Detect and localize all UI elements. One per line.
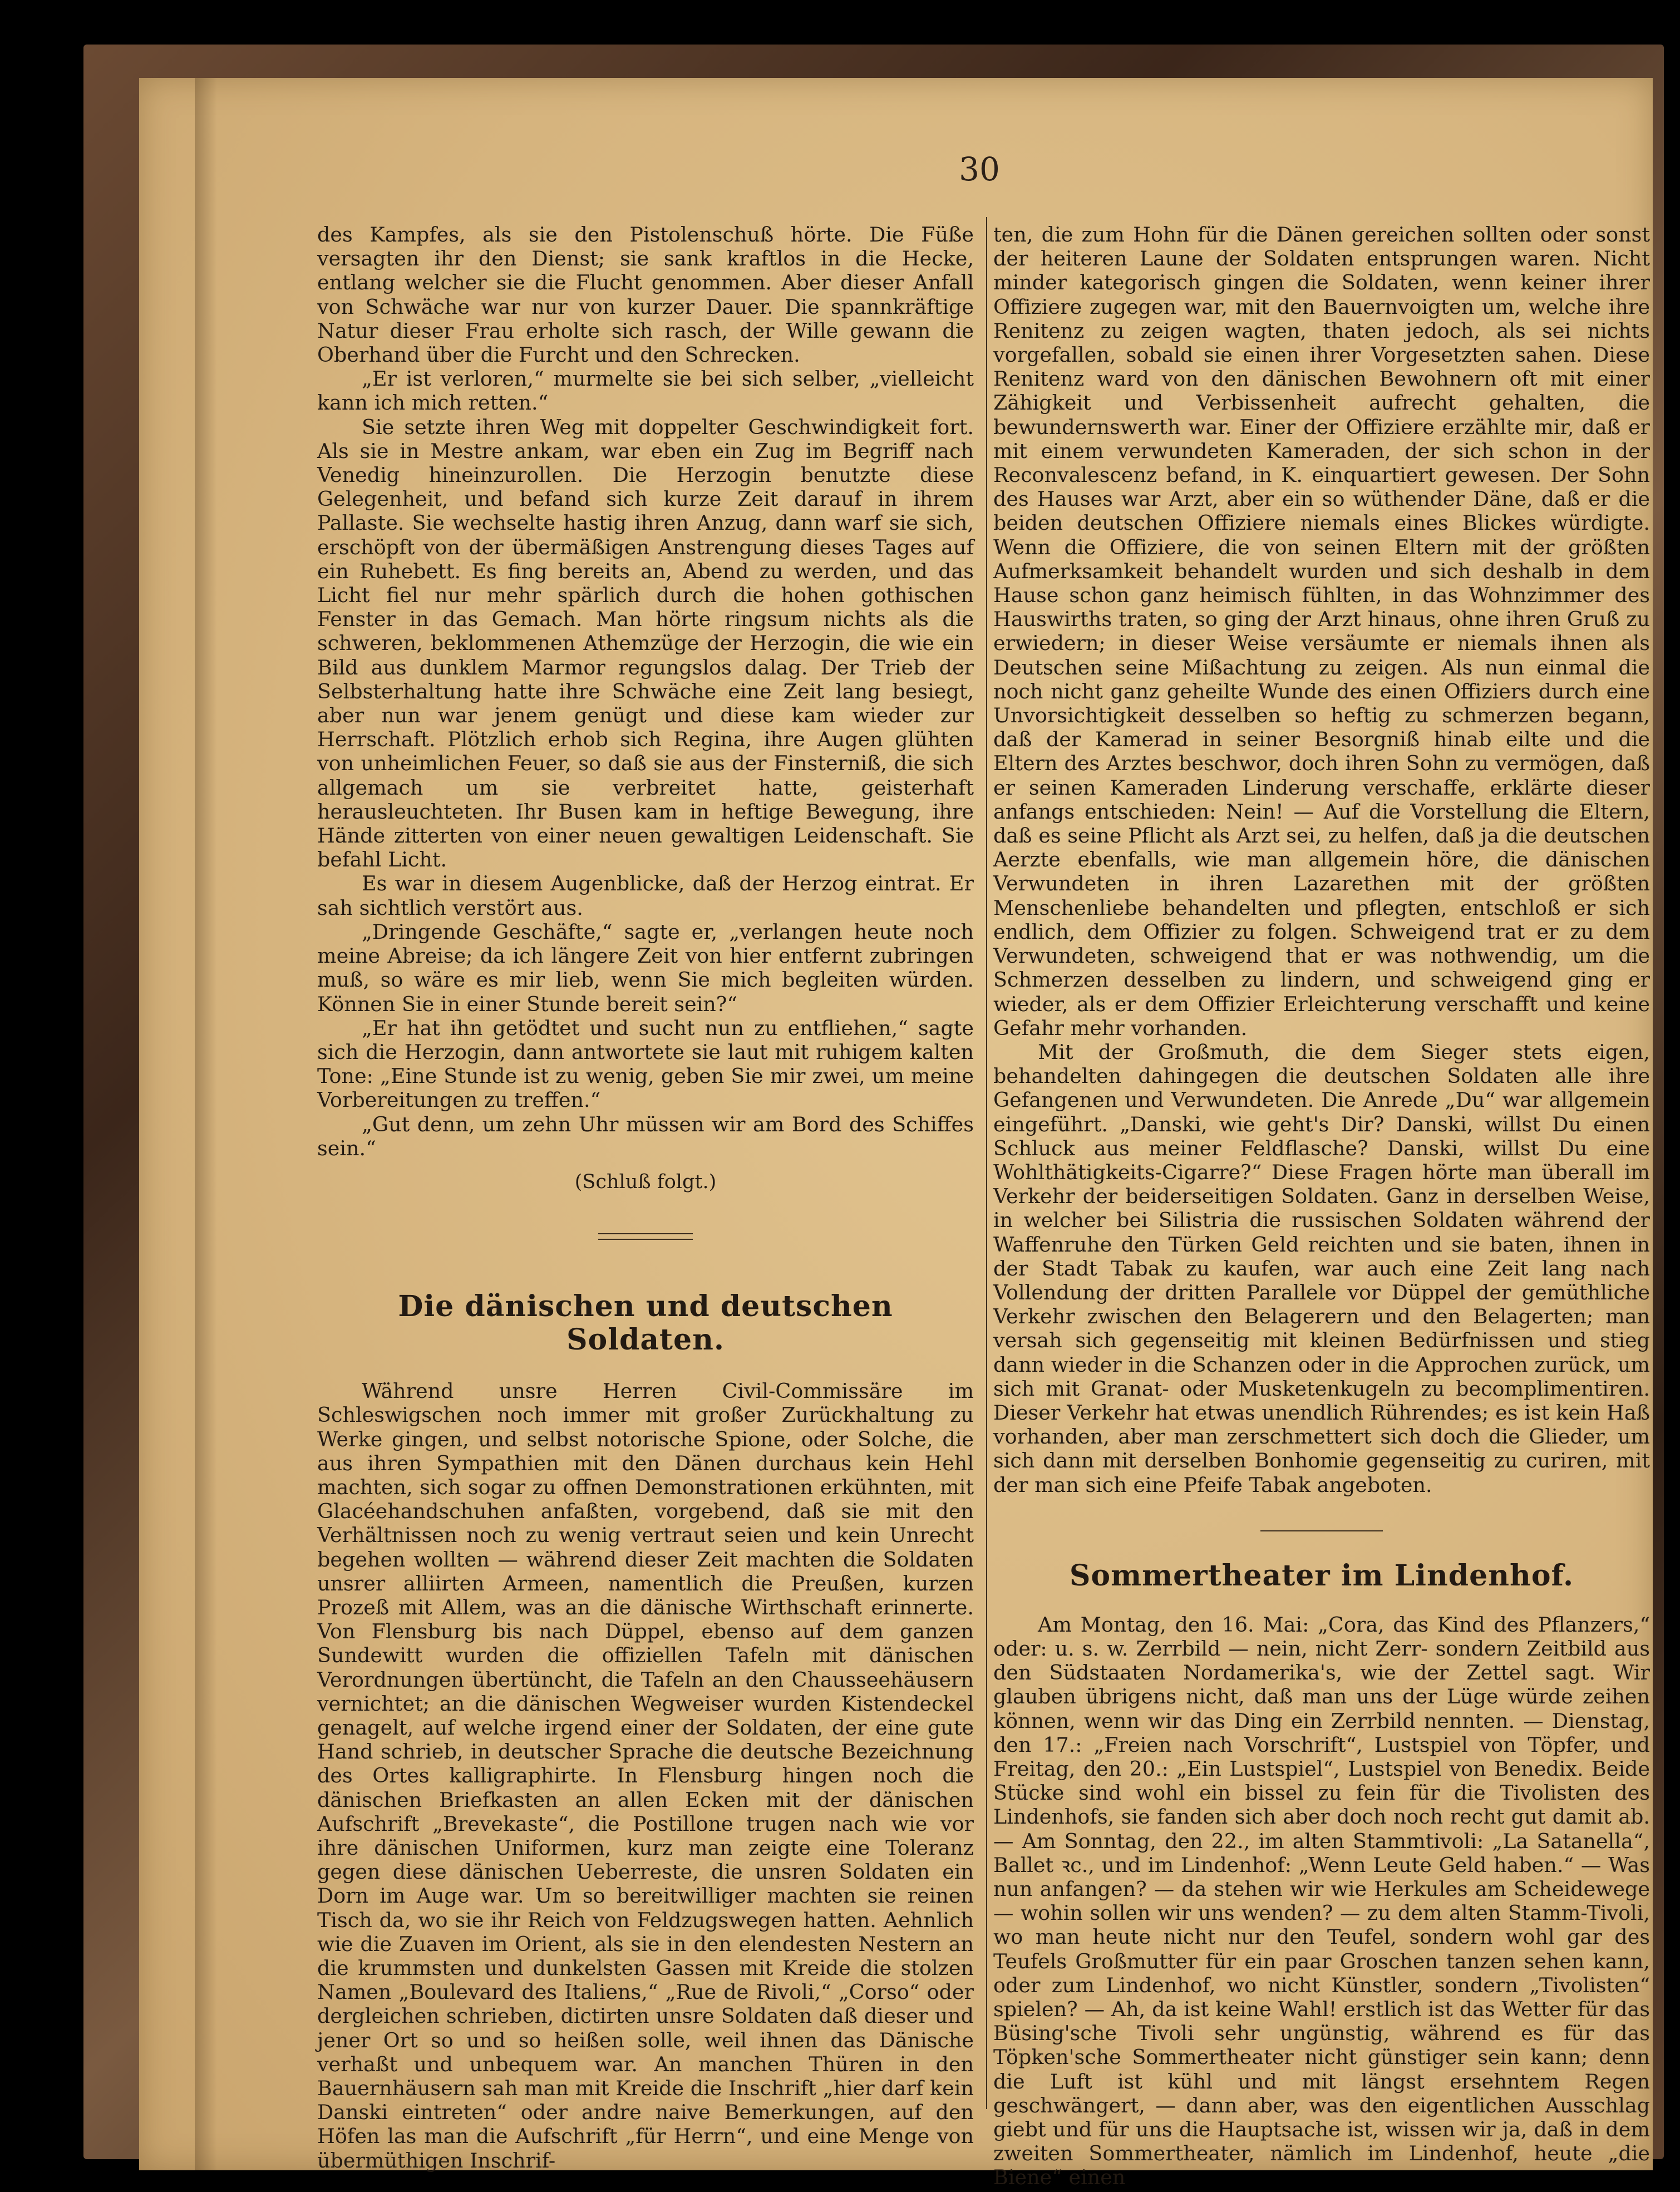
article-paragraph: Während unsre Herren Civil-Commissäre im Schleswigschen noch immer mit großer Zurückhaltung zu Werke gingen, und selbst notorische Spione, oder Solche, die aus ihren Sympathien mit den Dänen durchaus kein Hehl machten, sich sogar zu offnen Demonstrationen erkühnten, mit Glacéehandschuhen anfaßten, vorgebend, daß sie mit den Verhältnissen noch zu wenig vertraut seien und kein Unrecht begehen wollten — während dieser Zeit machten die Soldaten unsrer alliirten Armeen, namentlich die Preußen, kurzen Prozeß mit Allem, was an die dänische Wirthschaft erinnerte. Von Flensburg bis nach Düppel, ebenso auf dem ganzen Sundewitt wurden die offiziellen Tafeln mit dänischen Verordnungen übertüncht, die Tafeln an den Chausseehäusern vernichtet; an die dänischen Wegweiser wurden Kistendeckel genagelt, auf welche irgend einer der Soldaten, der eine gute Hand schrieb, in deutscher Sprache die deutsche Bezeichnung des Ortes kalligraphirte. In Flensburg hingen noch die dänischen Briefkasten an allen Ecken mit der dänischen Aufschrift „Brevekaste“, die Postillone trugen nach wie vor ihre dänischen Uniformen, kurz man zeigte eine Toleranz gegen diese dänischen Ueberreste, die unsren Soldaten ein Dorn im Auge war. Um so bereitwilliger machten sie reinen Tisch da, wo sie ihr Reich von Feldzugswegen hatten. Aehnlich wie die Zuaven im Orient, als sie in den elendesten Nestern an die krummsten und dunkelsten Gassen mit Kreide die stolzen Namen „Boulevard des Italiens,“ „Rue de Rivoli,“ „Corso“ oder dergleichen schrieben, dictirten unsre Soldaten daß dieser und jener Ort so und so heißen solle, weil ihnen das Dänische verhaßt und unbequem war. An manchen Thüren in den Bauernhäusern sah man mit Kreide die Inschrift „hier darf kein Danski eintreten“ oder andre naive Bemerkungen, auf den Höfen las man die Aufschrift „für Herrn“, und eine Menge von übermüthigen Inschrif- [317, 1379, 974, 2173]
section-divider-ornament [1260, 1530, 1383, 1531]
page-number: 30 [959, 150, 1000, 188]
column-rule [986, 217, 987, 2109]
story-paragraph: „Er hat ihn getödtet und sucht nun zu entfliehen,“ sagte sich die Herzogin, dann antwortete sie laut mit ruhigem kalten Tone: „Eine Stunde ist zu wenig, geben Sie mir zwei, um meine Vorbereitungen zu treffen.“ [317, 1016, 974, 1112]
binding-gutter [195, 78, 217, 2170]
theater-section-title: Sommertheater im Lindenhof. [1069, 1558, 1574, 1593]
article-paragraph: Mit der Großmuth, die dem Sieger stets eigen, behandelten dahingegen die deutschen Soldaten alle ihre Gefangenen und Verwundeten. Die Anrede „Du“ war allgemein eingeführt. „Danski, wie geht's Dir? Danski, willst Du einen Schluck aus meiner Feldflasche? Danski, willst Du eine Wohlthätigkeits-Cigarre?“ Diese Fragen hörte man überall im Verkehr der beiderseitigen Soldaten. Ganz in derselben Weise, in welcher bei Silistria die russischen Soldaten während der Waffenruhe den Türken Geld reichten und sie baten, ihnen in der Stadt Tabak zu kaufen, war auch eine Zeit lang nach Vollendung der dritten Parallele vor Düppel der gemüthliche Verkehr zwischen den Belagerern und den Belagerten; man versah sich gegenseitig mit kleinen Bedürfnissen und stieg dann wieder in die Schanzen oder in die Approchen zurück, um sich mit Granat- oder Musketenkugeln zu becomplimentiren. Dieser Verkehr hat etwas unendlich Rührendes; es ist kein Haß vorhanden, aber man zerschmettert sich doch die Glieder, um sich dann mit derselben Bonhomie gegenseitig zu curiren, mit der man sich eine Pfeife Tabak angeboten. [993, 1040, 1650, 1497]
story-paragraph: Es war in diesem Augenblicke, daß der Herzog eintrat. Er sah sichtlich verstört aus. [317, 871, 974, 920]
left-column [317, 223, 974, 2173]
theater-paragraph: Am Montag, den 16. Mai: „Cora, das Kind des Pflanzers,“ oder: u. s. w. Zerrbild — nein, nicht Zerr- sondern Zeitbild aus den Südstaaten Nordamerika's, wie der Zettel sagt. Wir glauben übrigens nicht, daß man uns der Lüge würde zeihen können, wenn wir das Ding ein Zerrbild nennten. — Dienstag, den 17.: „Freien nach Vorschrift“, Lustspiel von Töpfer, und Freitag, den 20.: „Ein Lustspiel“, Lustspiel von Benedix. Beide Stücke sind wohl ein bissel zu fein für die Tivolisten des Lindenhofs, sie fanden sich aber doch noch recht gut damit ab. — Am Sonntag, den 22., im alten Stammtivoli: „La Satanella“, Ballet ꝛc., und im Lindenhof: „Wenn Leute Geld haben.“ — Was nun anfangen? — da stehen wir wie Herkules am Scheidewege — wohin sollen wir uns wenden? — zu dem alten Stamm-Tivoli, wo man heute nicht nur den Teufel, sondern wohl gar des Teufels Großmutter für ein paar Groschen tanzen sehen kann, oder zum Lindenhof, wo nicht Künstler, sondern „Tivolisten“ spielen? — Ah, da ist keine Wahl! erstlich ist das Wetter für das Büsing'sche Tivoli sehr ungünstig, während es für das Töpken'sche Sommertheater nicht günstiger sein kann; denn die Luft ist kühl und mit längst ersehntem Regen geschwängert, — dann aber, was den eigentlichen Ausschlag giebt und für uns die Hauptsache ist, wissen wir ja, daß in dem zweiten Sommertheater, nämlich im Lindenhof, heute „die Biene“ einen [993, 1612, 1650, 2190]
story-paragraph: Sie setzte ihren Weg mit doppelter Geschwindigkeit fort. Als sie in Mestre ankam, war eben ein Zug im Begriff nach Venedig hineinzurollen. Die Herzogin benutzte diese Gelegenheit, und befand sich kurze Zeit darauf in ihrem Pallaste. Sie wechselte hastig ihren Anzug, dann warf sie sich, erschöpft von der übermäßigen Anstrengung dieses Tages auf ein Ruhebett. Es fing bereits an, Abend zu werden, und das Licht fiel nur mehr spärlich durch die hohen gothischen Fenster in das Gemach. Man hörte ringsum nichts als die schweren, beklommenen Athemzüge der Herzogin, die wie ein Bild aus dunklem Marmor regungslos dalag. Der Trieb der Selbsterhaltung hatte ihre Schwäche eine Zeit lang besiegt, aber nun war jenem genügt und diese kam wieder zur Herrschaft. Plötzlich erhob sich Regina, ihre Augen glühten von unheimlichen Feuer, so daß sie aus der Finsterniß, die sich allgemach um sie verbreitet hatte, geisterhaft herausleuchteten. Ihr Busen kam in heftige Bewegung, ihre Hände zitterten von einer neuen gewaltigen Leidenschaft. Sie befahl Licht. [317, 415, 974, 872]
story-paragraph: des Kampfes, als sie den Pistolenschuß hörte. Die Füße versagten ihr den Dienst; sie sank kraftlos in die Hecke, entlang welcher sie die Flucht genommen. Aber dieser Anfall von Schwäche war nur von kurzer Dauer. Die spannkräftige Natur dieser Frau erholte sich rasch, der Wille gewann die Oberhand über die Furcht und den Schrecken. [317, 223, 974, 367]
continuation-note: (Schluß folgt.) [574, 1170, 717, 1193]
story-paragraph: „Dringende Geschäfte,“ sagte er, „verlangen heute noch meine Abreise; da ich längere Zeit von hier entfernt zubringen muß, so wäre es mir lieb, wenn Sie mich begleiten würden. Können Sie in einer Stunde bereit sein?“ [317, 919, 974, 1016]
section-divider-ornament [598, 1233, 693, 1240]
story-paragraph: „Gut denn, um zehn Uhr müssen wir am Bord des Schiffes sein.“ [317, 1112, 974, 1160]
article-title: Die dänischen und deutschen Soldaten. [398, 1289, 893, 1357]
right-column [993, 223, 1650, 2190]
story-paragraph: „Er ist verloren,“ murmelte sie bei sich selber, „vielleicht kann ich mich retten.“ [317, 367, 974, 415]
article-paragraph: ten, die zum Hohn für die Dänen gereichen sollten oder sonst der heiteren Laune der Soldaten entsprungen waren. Nicht minder kategorisch gingen die Soldaten, wenn keiner ihrer Offiziere zugegen war, mit den Bauernvoigten um, welche ihre Renitenz zu zeigen wagten, thaten jedoch, als sei nichts vorgefallen, sobald sie einen ihrer Vorgesetzten sahen. Diese Renitenz ward von den dänischen Bewohnern oft mit einer Zähigkeit und Verbissenheit aufrecht gehalten, die bewundernswerth war. Einer der Offiziere erzählte mir, daß er mit einem verwundeten Kameraden, der sich schon in der Reconvalescenz befand, in K. einquartiert gewesen. Der Sohn des Hauses war Arzt, aber ein so wüthender Däne, daß er die beiden deutschen Offiziere niemals eines Blickes würdigte. Wenn die Offiziere, die von seinen Eltern mit der größten Aufmerksamkeit behandelt wurden und sich deshalb in dem Hause schon ganz heimisch fühlten, in das Wohnzimmer des Hauswirths traten, so ging der Arzt hinaus, ohne ihren Gruß zu erwiedern; in dieser Weise versäumte er niemals ihnen als Deutschen seine Mißachtung zu zeigen. Als nun einmal die noch nicht ganz geheilte Wunde des einen Offiziers durch eine Unvorsichtigkeit desselben so heftig zu schmerzen begann, daß der Kamerad in seiner Besorgniß hinab eilte und die Eltern des Arztes beschwor, doch ihren Sohn zu vermögen, daß er seinen Kameraden Linderung verschaffe, erklärte dieser anfangs entschieden: Nein! — Auf die Vorstellung die Eltern, daß es seine Pflicht als Arzt sei, zu helfen, daß ja die deutschen Aerzte ebenfalls, wie man allgemein höre, die dänischen Verwundeten in ihren Lazarethen mit der größten Menschenliebe behandelten und pflegten, entschloß er sich endlich, dem Offizier zu folgen. Schweigend trat er zu dem Verwundeten, schweigend that er was nothwendig, um die Schmerzen desselben zu lindern, und schweigend ging er wieder, als er dem Offizier Erleichterung verschafft und keine Gefahr mehr vorhanden. [993, 223, 1650, 1040]
